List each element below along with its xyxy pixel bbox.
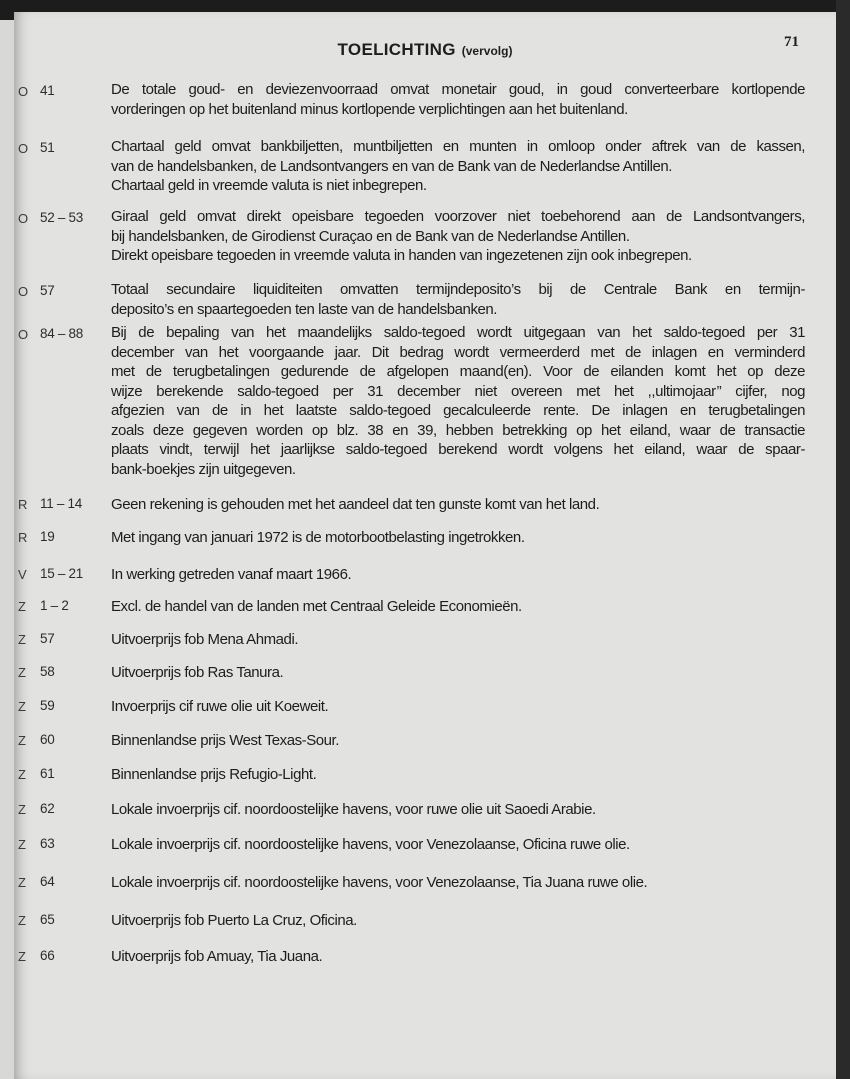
text-line: In werking getreden vanaf maart 1966.	[111, 566, 352, 583]
text-line: De totale goud- en deviezenvoorraad omvat monetair goud, in goud converteerbare kortlopende	[111, 81, 805, 98]
paragraph	[111, 597, 805, 617]
note-text	[111, 137, 805, 196]
paragraph	[111, 176, 805, 196]
text-line: Uitvoerprijs fob Ras Tanura.	[111, 664, 284, 681]
paragraph	[111, 697, 805, 717]
text-line: zoals deze gegeven worden op blz. 38 en 39, hebben betrekking op het eiland, waar de transactie	[111, 421, 805, 439]
note-text	[111, 597, 805, 617]
text-line: deposito’s en spaartegoeden ten laste van de handelsbanken.	[111, 300, 497, 318]
note-text	[111, 630, 805, 650]
section-letter: Z	[18, 913, 26, 928]
paragraph	[111, 495, 805, 515]
document-page	[14, 12, 836, 1079]
title-subtitle: (vervolg)	[461, 44, 513, 58]
paragraph	[111, 731, 805, 751]
text-line: afgezien van de in het laatste saldo-tegoed gecalculeerde rente. De inlagen en terugbetalingen	[111, 402, 805, 419]
column-reference: 1 – 2	[40, 598, 69, 613]
note-text	[111, 911, 805, 931]
column-reference: 11 – 14	[40, 496, 82, 511]
section-letter: V	[18, 567, 27, 582]
section-letter: O	[18, 84, 29, 99]
text-line: Uitvoerprijs fob Amuay, Tia Juana.	[111, 948, 323, 965]
note-text	[111, 663, 805, 683]
note-text	[111, 835, 805, 855]
section-letter: Z	[18, 875, 26, 890]
column-reference: 65	[40, 912, 55, 927]
section-letter: R	[18, 530, 28, 545]
note-text	[111, 765, 805, 785]
text-line: Bij de bepaling van het maandelijks saldo-tegoed wordt uitgegaan van het saldo-tegoed per 31	[111, 324, 805, 341]
paragraph	[111, 911, 805, 931]
text-line: Invoerprijs cif ruwe olie uit Koeweit.	[111, 698, 329, 715]
column-reference: 52 – 53	[40, 210, 83, 225]
page-edge-shadow	[836, 0, 850, 1079]
note-text	[111, 697, 805, 717]
note-text	[111, 495, 805, 515]
text-line: bank-boekjes zijn uitgegeven.	[111, 460, 296, 478]
section-letter: Z	[18, 599, 26, 614]
section-letter: Z	[18, 837, 26, 852]
section-letter: O	[18, 284, 29, 299]
section-letter: Z	[18, 632, 26, 647]
text-line: Met ingang van januari 1972 is de motorbootbelasting ingetrokken.	[111, 529, 525, 546]
text-line: Binnenlandse prijs West Texas-Sour.	[111, 732, 339, 749]
text-line: Lokale invoerprijs cif. noordoostelijke havens, voor Venezolaanse, Oficina ruwe olie.	[111, 836, 630, 853]
note-text	[111, 565, 805, 585]
text-line: Lokale invoerprijs cif. noordoostelijke havens, voor ruwe olie uit Saoedi Arabie.	[111, 801, 596, 818]
text-line: Geen rekening is gehouden met het aandeel dat ten gunste komt van het land.	[111, 496, 600, 513]
text-line: Lokale invoerprijs cif. noordoostelijke havens, voor Venezolaanse, Tia Juana ruwe olie.	[111, 874, 648, 891]
text-line: Excl. de handel van de landen met Centraal Geleide Economieën.	[111, 598, 522, 615]
text-line: bij handelsbanken, de Girodienst Curaçao en de Bank van de Nederlandse Antillen.	[111, 227, 630, 245]
note-text	[111, 731, 805, 751]
paragraph	[111, 137, 805, 176]
paragraph	[111, 80, 805, 119]
paragraph	[111, 630, 805, 650]
section-letter: Z	[18, 699, 26, 714]
text-line: Binnenlandse prijs Refugio-Light.	[111, 766, 317, 783]
section-letter: O	[18, 141, 29, 156]
note-text	[111, 280, 805, 319]
section-letter: Z	[18, 802, 26, 817]
paragraph	[111, 246, 805, 266]
text-line: december van het voorgaande jaar. Dit bedrag wordt vermeerderd met de inlagen en verminderd	[111, 343, 805, 361]
paragraph	[111, 947, 805, 967]
note-text	[111, 528, 805, 548]
text-line: Uitvoerprijs fob Puerto La Cruz, Oficina.	[111, 912, 357, 929]
column-reference: 62	[40, 801, 55, 816]
text-line: wijze berekende saldo-tegoed per 31 december niet overeen met het ,,ultimojaar’’ cijfer, nog	[111, 382, 805, 400]
text-line: plaats vindt, terwijl het jaarlijkse saldo-tegoed berekend wordt volgens het eiland, waar de spaar-	[111, 441, 805, 458]
section-letter: R	[18, 497, 28, 512]
text-line: Direkt opeisbare tegoeden in vreemde valuta in handen van ingezetenen zijn ook inbegrepen.	[111, 247, 692, 264]
page-number: 71	[784, 34, 799, 50]
column-reference: 19	[40, 529, 55, 544]
paragraph	[111, 835, 805, 855]
column-reference: 61	[40, 766, 55, 781]
text-line: van de handelsbanken, de Landsontvangers en van de Bank van de Nederlandse Antillen.	[111, 157, 672, 175]
text-line: vorderingen op het buitenland minus kortlopende verplichtingen aan het buitenland.	[111, 100, 628, 118]
section-letter: Z	[18, 665, 26, 680]
section-letter: O	[18, 211, 29, 226]
paragraph	[111, 323, 805, 479]
paragraph	[111, 873, 805, 893]
column-reference: 59	[40, 698, 55, 713]
column-reference: 51	[40, 140, 55, 155]
text-line: met de terugbetalingen gedurende de afgelopen maand(en). Voor de eilanden komt het op deze	[111, 363, 805, 380]
page-title	[14, 40, 836, 60]
note-text	[111, 800, 805, 820]
note-text	[111, 873, 805, 893]
column-reference: 15 – 21	[40, 566, 83, 581]
column-reference: 58	[40, 664, 55, 679]
text-line: Chartaal geld in vreemde valuta is niet inbegrepen.	[111, 177, 427, 194]
section-letter: O	[18, 327, 29, 342]
note-text	[111, 947, 805, 967]
note-text	[111, 207, 805, 266]
column-reference: 60	[40, 732, 55, 747]
text-line: Giraal geld omvat direkt opeisbare tegoeden voorzover niet toebehorend aan de Landsontvangers,	[111, 208, 805, 225]
paragraph	[111, 800, 805, 820]
column-reference: 41	[40, 83, 55, 98]
section-letter: Z	[18, 767, 26, 782]
text-line: Totaal secundaire liquiditeiten omvatten termijndeposito’s bij de Centrale Bank en termijn-	[111, 281, 805, 298]
section-letter: Z	[18, 949, 26, 964]
paragraph	[111, 565, 805, 585]
paragraph	[111, 528, 805, 548]
column-reference: 84 – 88	[40, 326, 83, 341]
paragraph	[111, 280, 805, 319]
note-text	[111, 323, 805, 479]
column-reference: 63	[40, 836, 55, 851]
note-text	[111, 80, 805, 119]
text-line: Chartaal geld omvat bankbiljetten, muntbiljetten en munten in omloop onder aftrek van de kassen,	[111, 138, 805, 155]
paragraph	[111, 207, 805, 246]
text-line: Uitvoerprijs fob Mena Ahmadi.	[111, 631, 299, 648]
column-reference: 66	[40, 948, 55, 963]
title-main: TOELICHTING	[337, 40, 456, 59]
section-letter: Z	[18, 733, 26, 748]
paragraph	[111, 765, 805, 785]
column-reference: 64	[40, 874, 55, 889]
paragraph	[111, 663, 805, 683]
column-reference: 57	[40, 631, 55, 646]
column-reference: 57	[40, 283, 55, 298]
